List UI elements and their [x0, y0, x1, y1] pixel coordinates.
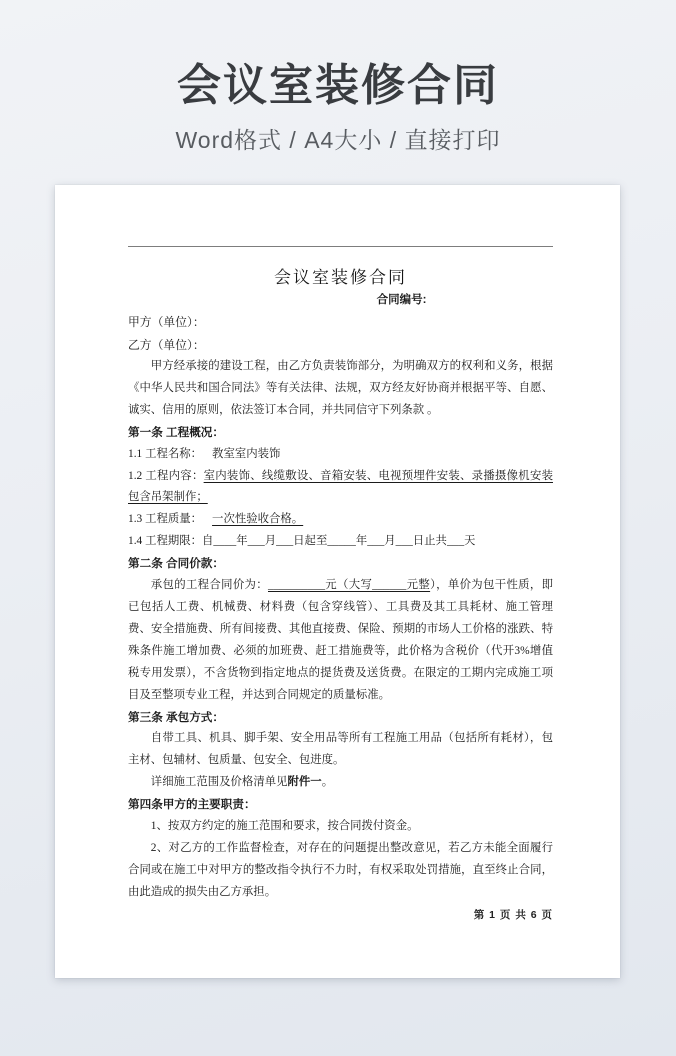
party-b-line: 乙方（单位）：: [128, 337, 205, 352]
price-blank: __________元（大写______元整: [268, 579, 431, 592]
clause-1-1-value: 教室室内装饰: [212, 447, 281, 460]
party-a-line: 甲方（单位）：: [128, 315, 205, 329]
clause-1-1-label: 1.1 工程名称：: [128, 447, 203, 460]
page-number: 第 1 页 共 6 页: [473, 908, 553, 921]
banner-title: 会议室装修合同: [177, 61, 499, 110]
price-lead: 承包的工程合同价为：: [150, 579, 268, 592]
contract-number-label: 合同编号:: [376, 294, 427, 306]
clause-1-2: [128, 466, 553, 510]
clause-1-2-label: 1.2 工程内容：: [128, 469, 204, 482]
section3-heading: 第三条 承包方式：: [128, 710, 224, 724]
clause-1-2-value: 室内装饰、线缆敷设、音箱安装、电视预埋件安装、录播摄像机安装包含吊架制作；: [128, 469, 553, 504]
section4-item2: 2、对乙方的工作监督检查，对存在的问题提出整改意见，若乙方未能全面履行合同或在施工中对甲方的整改指令执行不力时，有权采取处罚措施，直至终止合同，由此造成的损失由乙方承担。: [128, 841, 553, 898]
section2-paragraph: [128, 575, 553, 706]
header-rule: [128, 246, 553, 247]
attachment-tail: 。: [321, 776, 334, 789]
banner-subtitle: Word格式 / A4大小 / 直接打印: [175, 127, 501, 153]
section3-paragraph1: 自带工具、机具、脚手架、安全用品等所有工程施工用品（包括所有耗材），包主材、包辅材、包质量、包安全、包进度。: [128, 732, 553, 767]
section1-heading: 第一条 工程概况：: [128, 425, 224, 439]
intro-paragraph: 甲方经承接的建设工程，由乙方负责装饰部分，为明确双方的权利和义务，根据《中华人民共和国合同法》等有关法律、法规，双方经友好协商并根据平等、自愿、诚实、信用的原则，依法签订本合同，并共同信守下列条款 。: [128, 360, 553, 416]
section2-heading: 第二条 合同价款：: [128, 557, 224, 571]
document-content: [128, 185, 553, 927]
section4-item1: 1、按双方约定的施工范围和要求，按合同拨付资金。: [150, 820, 419, 833]
document-page: [55, 185, 620, 978]
clause-1-3: [128, 509, 553, 531]
attachment-lead: 详细施工范围及价格清单见: [150, 776, 288, 789]
clause-1-4: 1.4 工程期限：自____年___月___日起至_____年___月___日止共___天: [128, 535, 476, 548]
price-rest: ），单价为包干性质，即已包括人工费、机械费、材料费（包含穿线管）、工具费及其工具耗材、施工管理费、安全措施费、所有间接费、其他直接费、保险、预期的市场人工价格的涨跌、特殊条件施工增加费、必须的加班费、赶工措施费等，此价格为含税价（代开3%增值税专用发票），不含货物到指定地点的提货费及送货费。在限定的工期内完成施工项目及至整项专业工程，并达到合同规定的质量标准。: [128, 579, 553, 701]
section3-paragraph2: [128, 772, 553, 794]
section4-heading: 第四条甲方的主要职责：: [128, 798, 256, 812]
document-title: 会议室装修合同: [274, 268, 407, 287]
clause-1-3-label: 1.3 工程质量：: [128, 513, 203, 526]
attachment-ref: 附件一: [287, 776, 322, 789]
clause-1-1: [128, 444, 553, 466]
clause-1-3-value: 一次性验收合格。: [212, 513, 304, 526]
banner: [0, 58, 676, 155]
